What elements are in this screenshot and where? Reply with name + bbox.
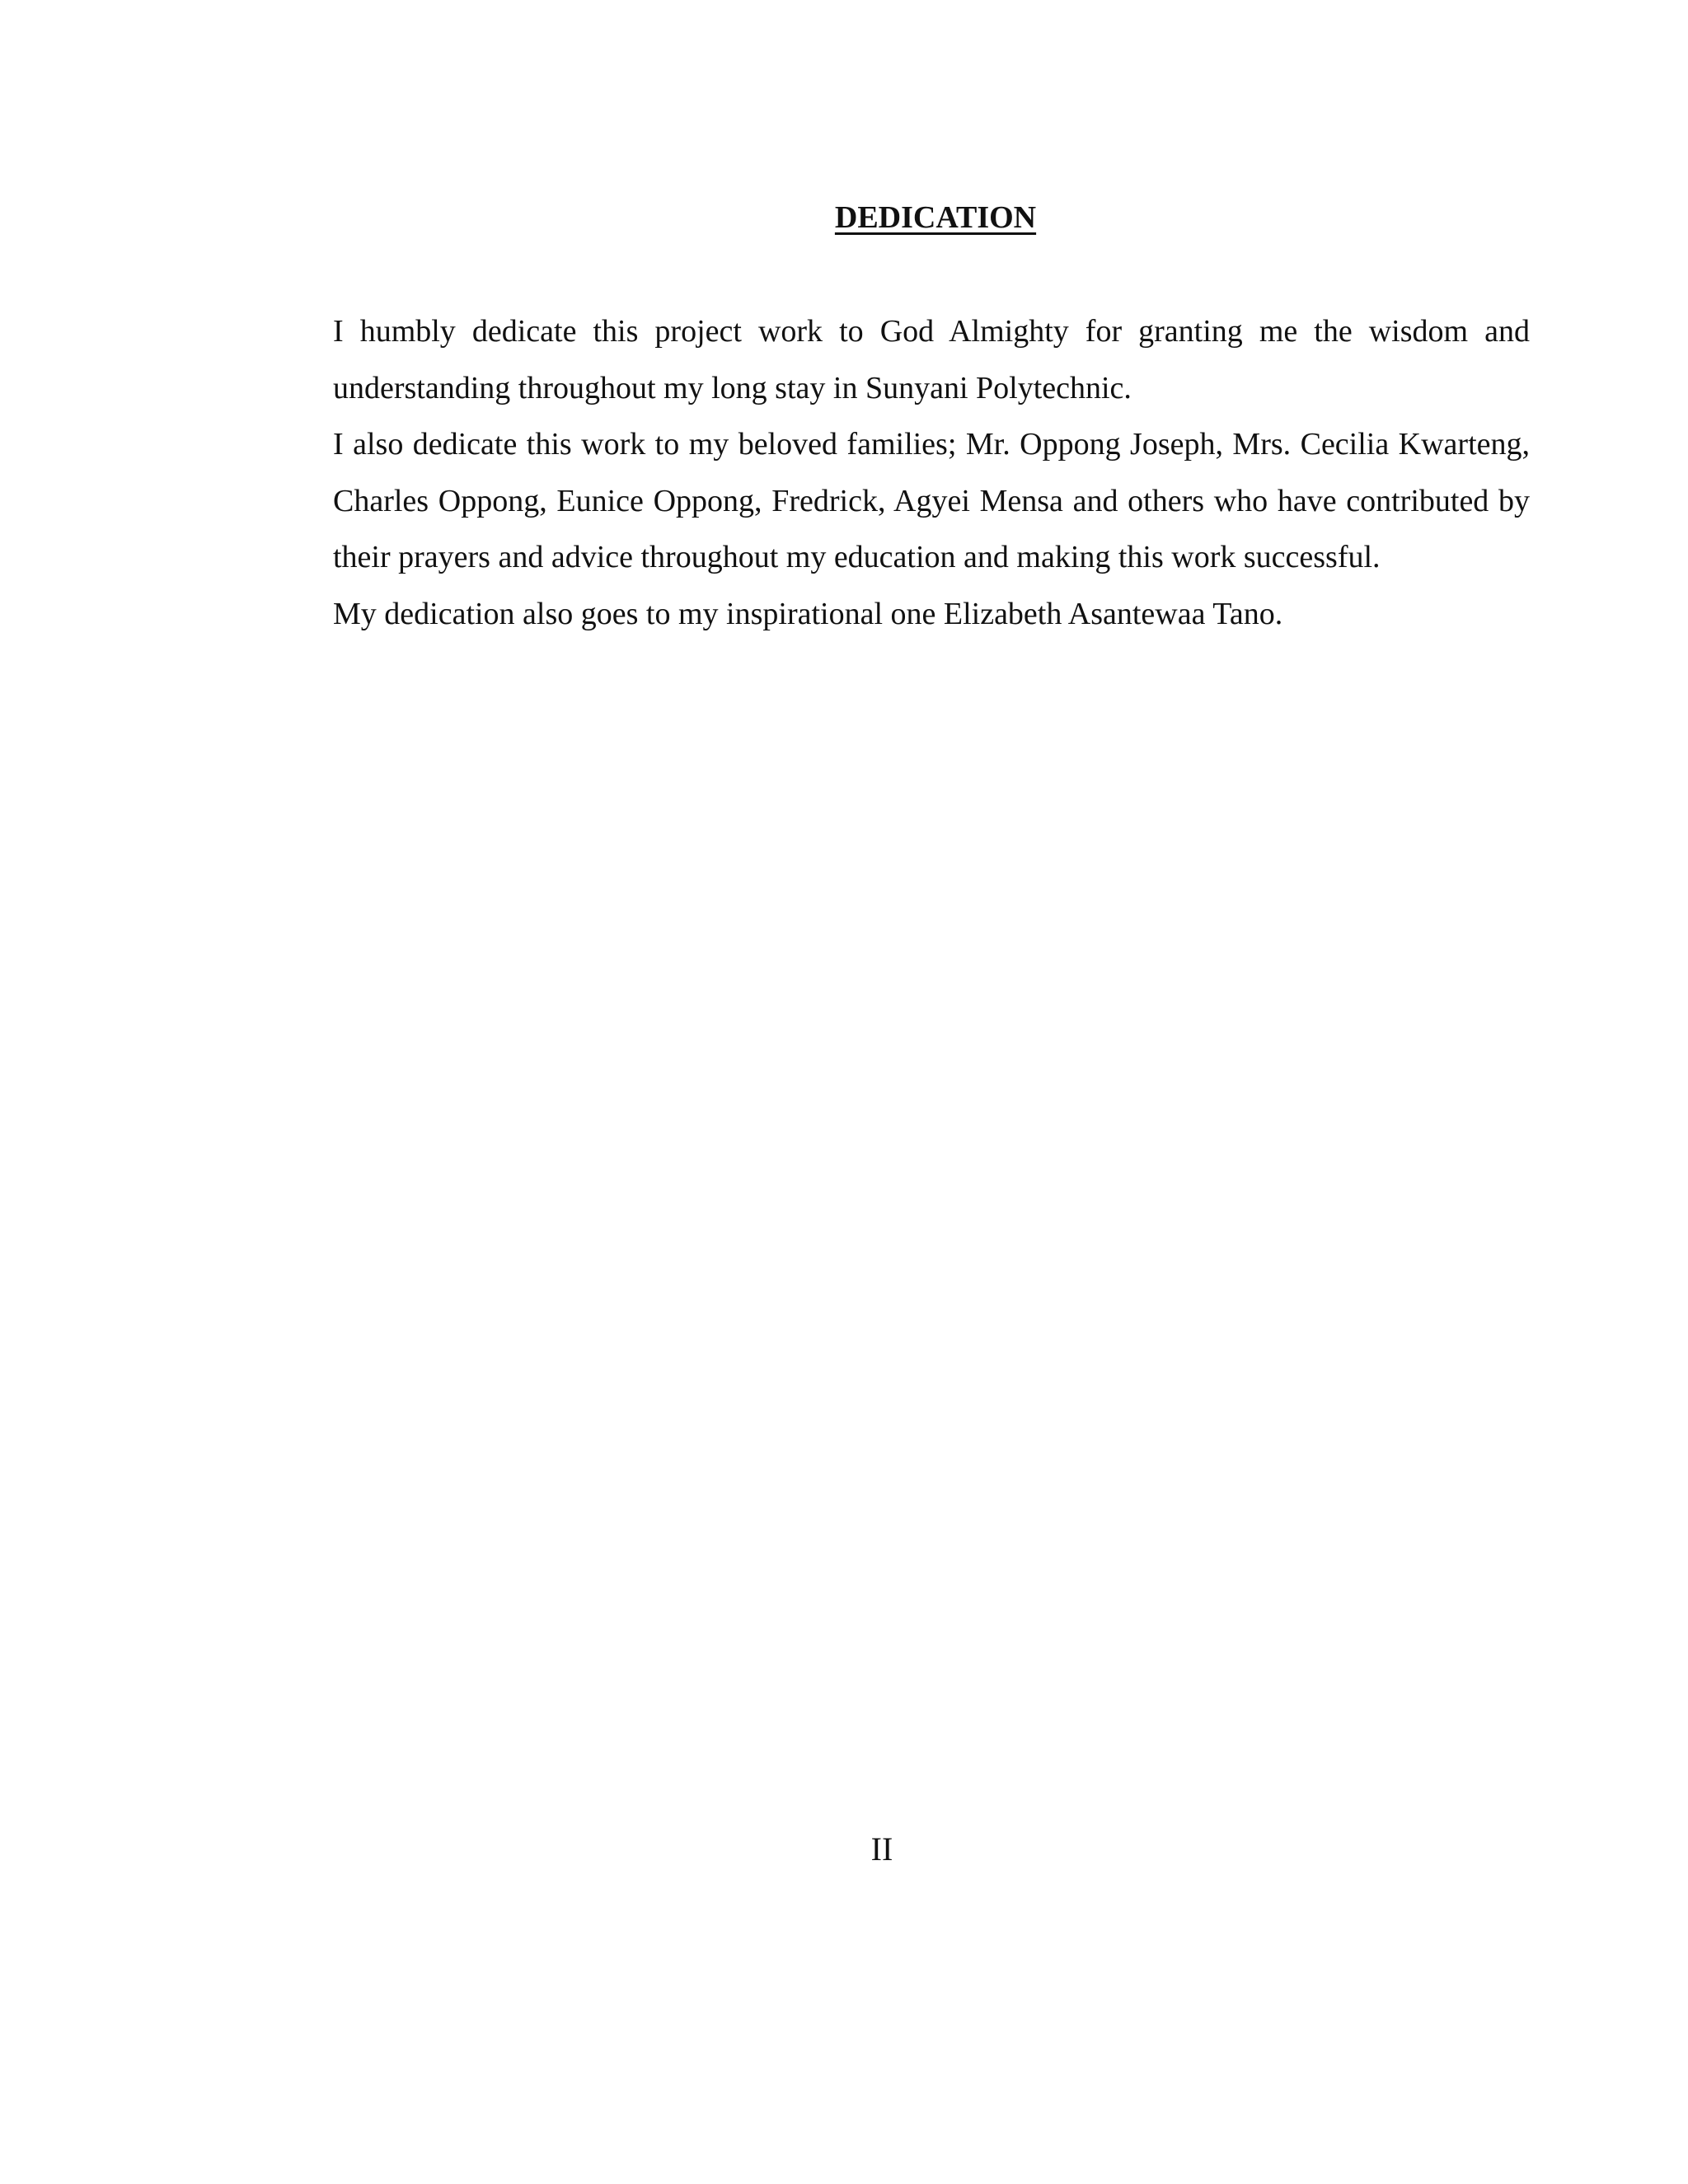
dedication-body: [333, 303, 1530, 642]
dedication-paragraph-god: I humbly dedicate this project work to God Almighty for granting me the wisdom and understanding throughout my long stay in Sunyani Polytechnic.: [333, 314, 1530, 405]
dedication-paragraph-family: I also dedicate this work to my beloved families; Mr. Oppong Joseph, Mrs. Cecilia Kwarteng, Charles Oppong, Eunice Oppong, Fredrick, Agyei Mensa and others who have contributed by their prayers and advice throughout my education and making this work successful.: [333, 427, 1530, 574]
dedication-paragraph-inspiration: My dedication also goes to my inspirational one Elizabeth Asantewaa Tano.: [333, 596, 1283, 631]
page-title: DEDICATION: [834, 200, 1037, 235]
page-number: II: [870, 1830, 893, 1868]
